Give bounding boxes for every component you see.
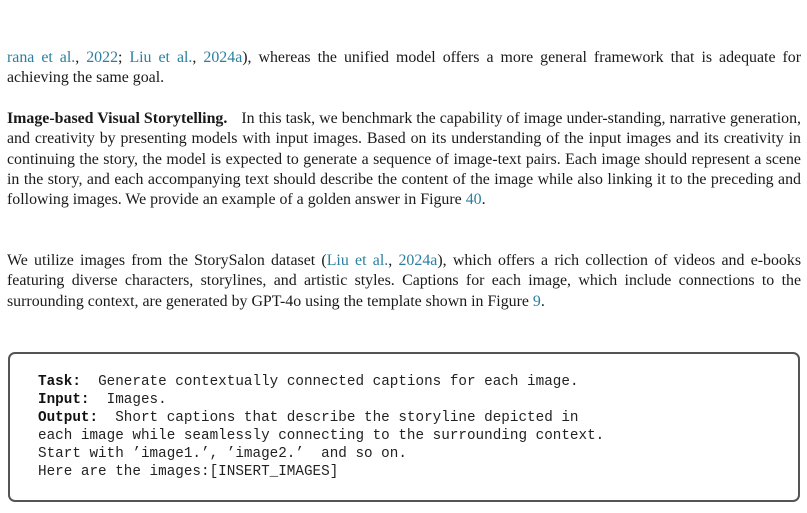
citation-link[interactable]: Liu et al. xyxy=(326,252,389,269)
paragraph-text: We utilize images from the StorySalon dataset ( xyxy=(7,252,327,269)
input-label: Input: xyxy=(38,392,90,408)
paragraph-visual-storytelling xyxy=(7,109,801,210)
paragraph-heading: Image-based Visual Storytelling. xyxy=(7,110,228,127)
output-label: Output: xyxy=(38,410,99,426)
figure-reference-link[interactable]: 40 xyxy=(465,191,482,209)
citation-separator: , xyxy=(192,49,204,66)
paragraph-text: ), which offers a rich collection of videos and e-books featuring diverse characters, storylines, and artistic styles. Captions for each image, which include connections to the surrounding context, are generated by GPT-4o using the template shown in Figure xyxy=(7,252,801,310)
paragraph-text: ), whereas the unified model offers a more general framework that is adequate for achieving the same goal. xyxy=(7,49,802,87)
prompt-template-box xyxy=(8,352,800,502)
task-label: Task: xyxy=(38,374,81,390)
input-text: Images. xyxy=(89,392,167,408)
prompt-line-task xyxy=(38,374,579,390)
citation-link[interactable]: rana et al. xyxy=(7,49,76,66)
paragraph-text: In this task, we benchmark the capability of image under-standing, narrative generation, and creativity by presenting models with input images. Based on its understanding of the input images and its creativity in continuing the story, the model is expected to generate a sequence of image-text pairs. Each image should represent a scene in the story, and each accompanying text should describe the content of the image while also linking it to the preceding and following images. We provide an example of a golden answer in Figure xyxy=(7,110,801,209)
task-text: Generate contextually connected captions for each image. xyxy=(80,374,579,390)
prompt-line-input xyxy=(38,392,167,408)
prompt-line-4: each image while seamlessly connecting to the surrounding context. xyxy=(38,428,605,444)
paragraph-end: . xyxy=(540,292,545,310)
paragraph-end: . xyxy=(481,191,486,209)
citation-year-link[interactable]: 2022 xyxy=(86,49,119,66)
prompt-template-text xyxy=(38,373,604,481)
citation-year-link[interactable]: 2024a xyxy=(398,252,438,269)
figure-reference-link[interactable]: 9 xyxy=(532,292,541,310)
citation-separator: ; xyxy=(118,49,130,66)
citation-link[interactable]: Liu et al. xyxy=(129,49,193,66)
prompt-line-6: Here are the images:[INSERT_IMAGES] xyxy=(38,464,339,480)
output-text: Short captions that describe the storyline depicted in xyxy=(98,410,579,426)
paragraph-dataset xyxy=(7,251,801,312)
prompt-line-5: Start with ’image1.’, ’image2.’ and so on. xyxy=(38,446,407,462)
citation-separator: , xyxy=(388,252,399,269)
prompt-line-output xyxy=(38,410,579,426)
citation-separator: , xyxy=(75,49,87,66)
citation-year-link[interactable]: 2024a xyxy=(203,49,243,66)
paragraph-continuation xyxy=(7,48,801,89)
